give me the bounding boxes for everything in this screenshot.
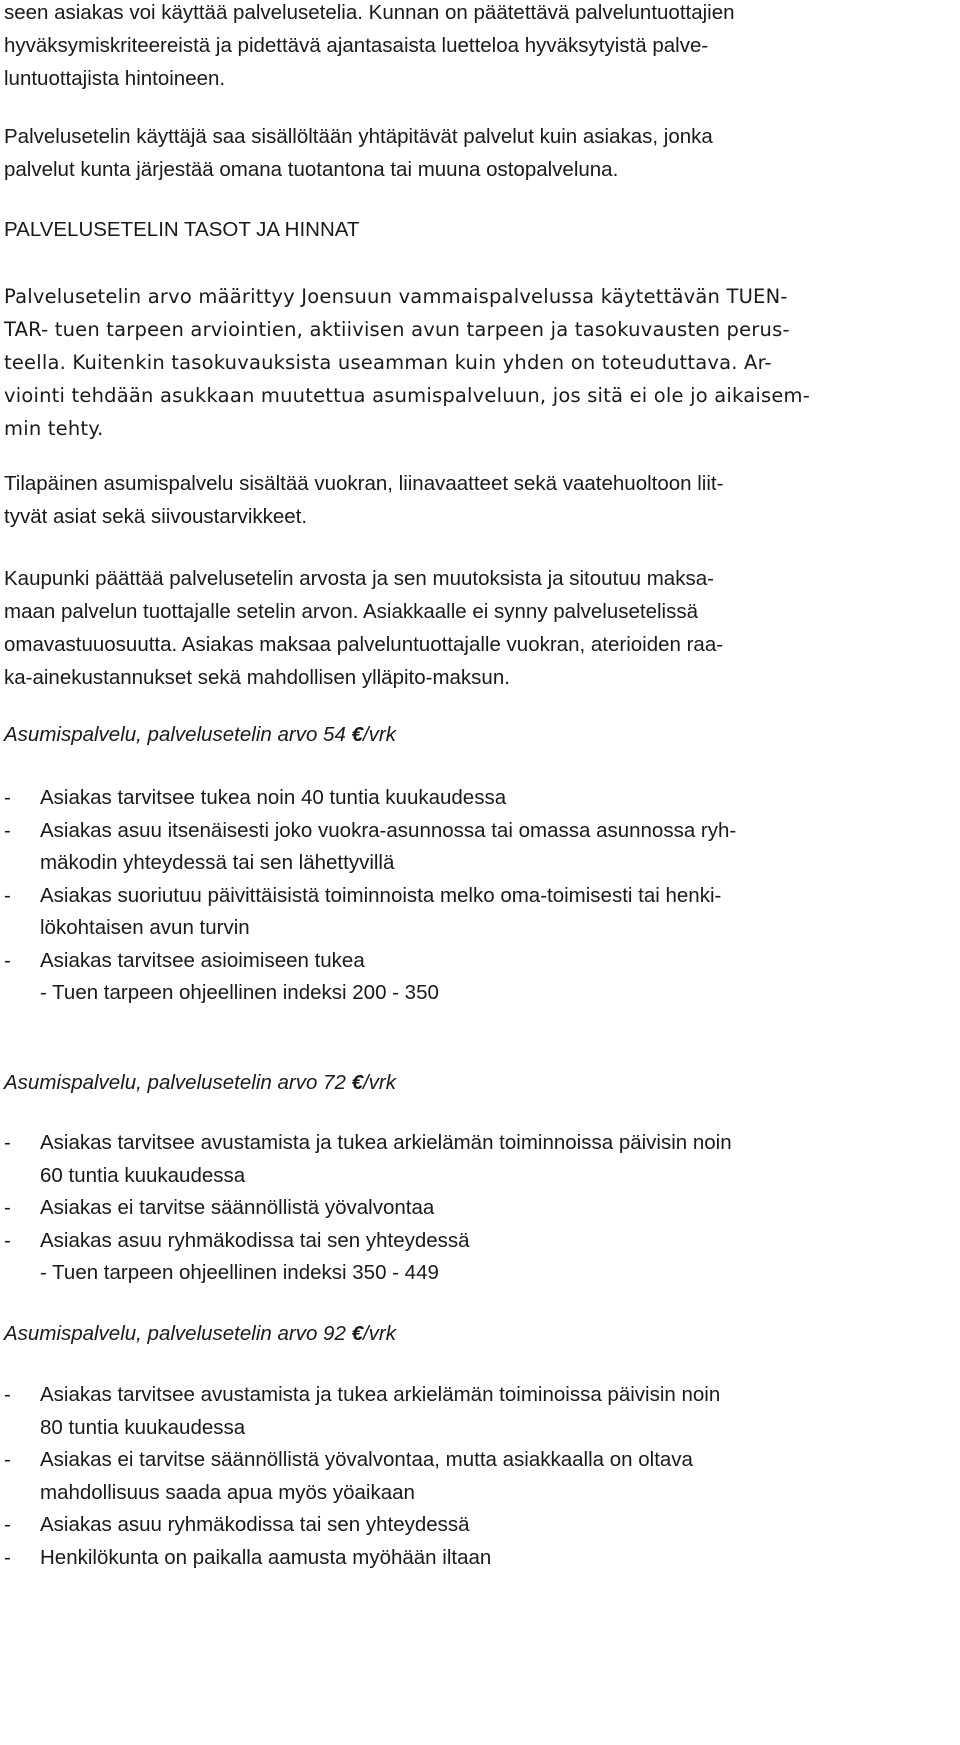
list-item bbox=[4, 1542, 956, 1575]
list-item bbox=[4, 1379, 956, 1444]
level-heading-text: Asumispalvelu, palvelusetelin arvo 72 bbox=[4, 1071, 352, 1094]
text-line: Palvelusetelin arvo määrittyy Joensuun vammaispalvelussa käytettävän TUEN- bbox=[4, 285, 788, 308]
text-line: Asiakas asuu itsenäisesti joko vuokra-asunnossa tai omassa asunnossa ryh- bbox=[40, 818, 737, 842]
text-line: Kaupunki päättää palvelusetelin arvosta ja sen muutoksista ja sitoutuu maksa- bbox=[4, 567, 714, 590]
list-item bbox=[4, 782, 956, 815]
euro-symbol: € bbox=[351, 1071, 363, 1094]
text-line: teella. Kuitenkin tasokuvauksista useamman kuin yhden on toteuduttava. Ar- bbox=[4, 351, 772, 374]
text-line: palvelut kunta järjestää omana tuotantona tai muuna ostopalveluna. bbox=[4, 158, 619, 181]
list-item bbox=[4, 880, 956, 945]
section-heading: PALVELUSETELIN TASOT JA HINNAT bbox=[4, 218, 360, 241]
level-heading-unit: /vrk bbox=[362, 1071, 396, 1094]
euro-symbol: € bbox=[351, 723, 363, 746]
level-92-criteria-list bbox=[4, 1379, 956, 1574]
bullet-dash: - bbox=[4, 1131, 11, 1154]
text-line: Asiakas asuu ryhmäkodissa tai sen yhteydessä bbox=[40, 1228, 470, 1252]
text-line: Henkilökunta on paikalla aamusta myöhään iltaan bbox=[40, 1545, 492, 1569]
text-line: tyvät asiat sekä siivoustarvikkeet. bbox=[4, 505, 308, 528]
text-line: luntuottajista hintoineen. bbox=[4, 67, 226, 90]
text-line: 60 tuntia kuukaudessa bbox=[40, 1163, 246, 1187]
list-item bbox=[4, 1509, 956, 1542]
level-heading-text: Asumispalvelu, palvelusetelin arvo 54 bbox=[4, 723, 352, 746]
bullet-dash: - bbox=[4, 1448, 11, 1471]
text-line: Asiakas tarvitsee avustamista ja tukea arkielämän toiminoissa päivisin noin bbox=[40, 1383, 721, 1406]
text-line: omavastuuosuutta. Asiakas maksaa palveluntuottajalle vuokran, aterioiden raa- bbox=[4, 633, 724, 656]
bullet-dash: - bbox=[4, 1513, 11, 1536]
text-line: TAR- tuen tarpeen arviointien, aktiivisen avun tarpeen ja tasokuvausten perus- bbox=[4, 318, 790, 341]
list-item bbox=[4, 945, 956, 978]
list-item bbox=[4, 1444, 956, 1509]
bullet-dash: - bbox=[4, 948, 11, 972]
text-line: Asiakas tarvitsee avustamista ja tukea arkielämän toiminnoissa päivisin noin bbox=[40, 1131, 732, 1154]
text-line: mäkodin yhteydessä tai sen lähettyvillä bbox=[40, 851, 395, 874]
text-line: Asiakas ei tarvitse säännöllistä yövalvontaa bbox=[40, 1196, 435, 1219]
level-heading-54 bbox=[4, 718, 396, 751]
text-line: Asiakas asuu ryhmäkodissa tai sen yhteydessä bbox=[40, 1513, 470, 1536]
list-item bbox=[4, 1225, 956, 1258]
level-heading-unit: /vrk bbox=[362, 1322, 396, 1345]
text-line: mahdollisuus saada apua myös yöaikaan bbox=[40, 1480, 415, 1504]
text-line: seen asiakas voi käyttää palvelusetelia. Kunnan on päätettävä palveluntuottajien bbox=[4, 1, 735, 24]
city-decision-paragraph bbox=[4, 562, 956, 694]
text-line: Asiakas tarvitsee tukea noin 40 tuntia kuukaudessa bbox=[40, 786, 507, 809]
level-heading-72 bbox=[4, 1066, 396, 1099]
text-line: Asiakas suoriutuu päivittäisistä toiminnoista melko oma-toimisesti tai henki- bbox=[40, 883, 722, 907]
intro-paragraph bbox=[4, 0, 956, 95]
bullet-dash: - bbox=[4, 1228, 11, 1252]
value-paragraph bbox=[4, 280, 956, 445]
text-line: Asiakas ei tarvitse säännöllistä yövalvontaa, mutta asiakkaalla on oltava bbox=[40, 1448, 693, 1471]
text-line: Tilapäinen asumispalvelu sisältää vuokran, liinavaatteet sekä vaatehuoltoon liit- bbox=[4, 472, 724, 495]
level-heading-unit: /vrk bbox=[362, 723, 396, 746]
temporary-service-paragraph bbox=[4, 467, 956, 533]
text-line: lökohtaisen avun turvin bbox=[40, 916, 250, 939]
bullet-dash: - bbox=[4, 818, 11, 842]
text-line: hyväksymiskriteereistä ja pidettävä ajantasaista luetteloa hyväksytyistä palve- bbox=[4, 34, 709, 57]
support-index-line: - Tuen tarpeen ohjeellinen indeksi 200 - 350 bbox=[40, 981, 439, 1004]
euro-symbol: € bbox=[351, 1322, 363, 1345]
bullet-dash: - bbox=[4, 1196, 11, 1219]
support-index-line: - Tuen tarpeen ohjeellinen indeksi 350 - 449 bbox=[40, 1261, 439, 1284]
list-item bbox=[4, 1127, 956, 1192]
text-line: maan palvelun tuottajalle setelin arvon. Asiakkaalle ei synny palvelusetelissä bbox=[4, 600, 698, 623]
text-line: Palvelusetelin käyttäjä saa sisällöltään yhtäpitävät palvelut kuin asiakas, jonka bbox=[4, 125, 713, 148]
text-line: 80 tuntia kuukaudessa bbox=[40, 1415, 246, 1439]
bullet-dash: - bbox=[4, 883, 11, 907]
level-heading-92 bbox=[4, 1317, 396, 1350]
level-72-criteria-list bbox=[4, 1127, 956, 1290]
bullet-dash: - bbox=[4, 1545, 11, 1569]
text-line: min tehty. bbox=[4, 417, 104, 440]
text-line: Asiakas tarvitsee asioimiseen tukea bbox=[40, 948, 365, 972]
list-item bbox=[4, 815, 956, 880]
text-line: viointi tehdään asukkaan muutettua asumispalveluun, jos sitä ei ole jo aikaisem- bbox=[4, 384, 810, 407]
level-heading-text: Asumispalvelu, palvelusetelin arvo 92 bbox=[4, 1322, 352, 1345]
level-54-criteria-list bbox=[4, 782, 956, 1010]
bullet-dash: - bbox=[4, 786, 11, 809]
content-paragraph bbox=[4, 120, 956, 186]
bullet-dash: - bbox=[4, 1383, 11, 1406]
list-item bbox=[4, 1192, 956, 1225]
text-line: ka-ainekustannukset sekä mahdollisen ylläpito-maksun. bbox=[4, 666, 510, 689]
